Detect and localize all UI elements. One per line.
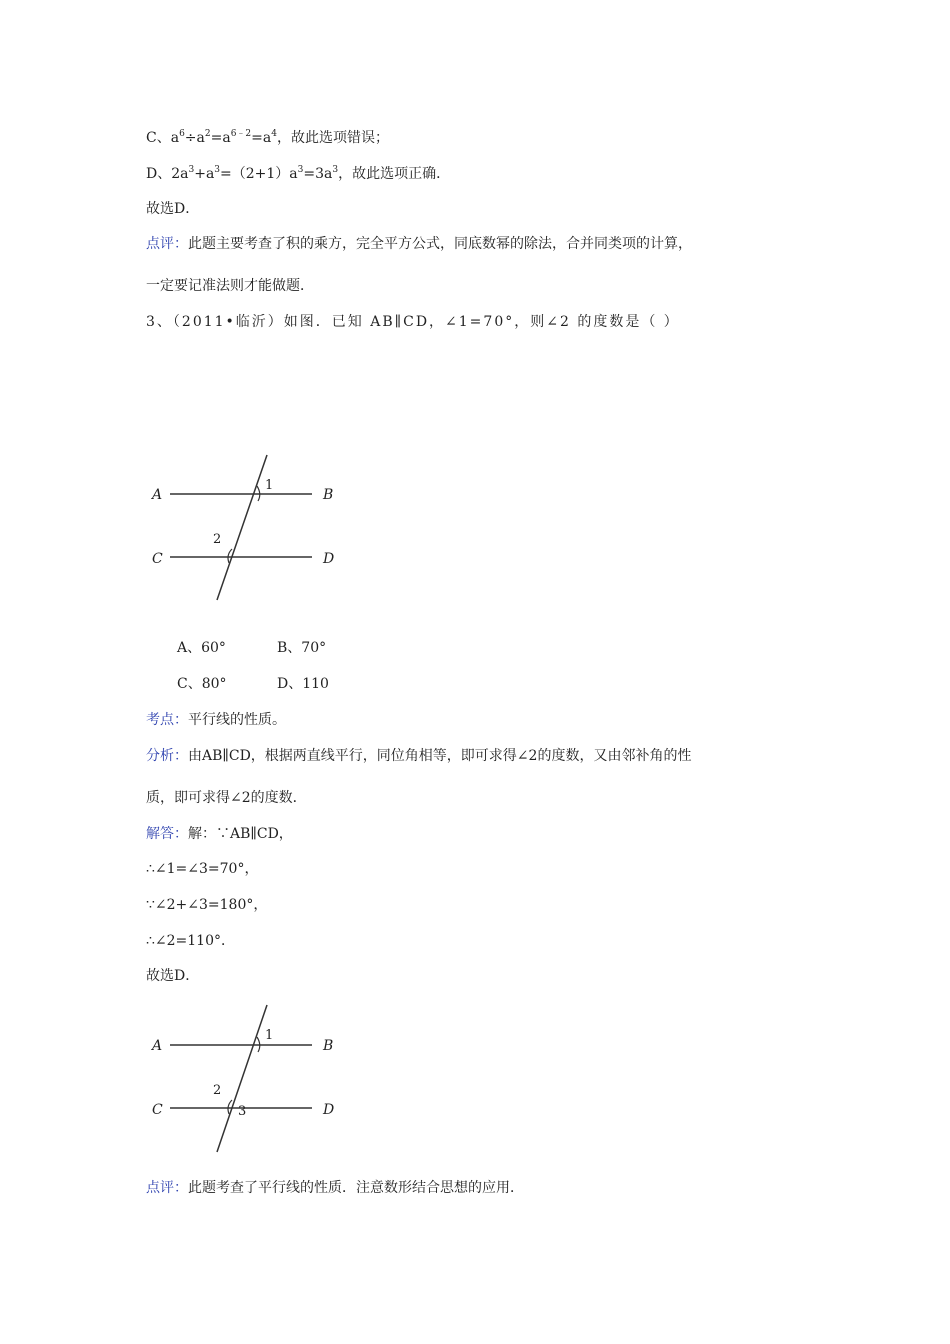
solution-review-label: 点评： xyxy=(146,1180,188,1196)
step-1: ∴∠1=∠3=70°， xyxy=(146,861,259,877)
c-exp-3: 6﹣2 xyxy=(230,129,252,139)
option-d[interactable]: D、110 xyxy=(277,676,329,692)
key-point-text: 平行线的性质。 xyxy=(188,712,286,728)
label-c-2: C xyxy=(152,1102,163,1118)
prev-review-text: 此题主要考查了积的乘方，完全平方公式，同底数幂的除法，合并同类项的计算， xyxy=(188,236,692,252)
transversal-line-2 xyxy=(217,1005,267,1152)
figure-parallel-lines xyxy=(140,445,360,605)
d-prefix: D、2a xyxy=(146,166,189,182)
transversal-line xyxy=(217,455,267,600)
option-a[interactable]: A、60° xyxy=(177,640,226,656)
d-mid-3: =3a xyxy=(303,166,333,182)
question-3: 3、（2011•临沂）如图．已知 AB∥CD，∠1=70°，则∠2 的度数是（ ） xyxy=(146,314,680,330)
d-exp-3: 3 xyxy=(297,165,304,175)
figure-parallel-lines-with-angle-3 xyxy=(140,997,360,1157)
answer xyxy=(146,824,293,844)
c-exp-4: 4 xyxy=(271,129,277,139)
analysis xyxy=(146,746,691,766)
solution-choose: 故选D． xyxy=(146,968,200,984)
label-a: A xyxy=(152,487,163,503)
prev-review-cont: 一定要记准法则才能做题． xyxy=(146,278,314,294)
label-b-2: B xyxy=(323,1038,334,1054)
d-exp-4: 3 xyxy=(332,165,339,175)
option-d-explanation xyxy=(146,164,450,184)
option-b[interactable]: B、70° xyxy=(277,640,327,656)
label-angle-1-2: 1 xyxy=(265,1028,274,1043)
label-a-2: A xyxy=(152,1038,163,1054)
d-exp-1: 3 xyxy=(188,165,195,175)
label-c: C xyxy=(152,551,163,567)
label-b: B xyxy=(323,487,334,503)
label-angle-3: 3 xyxy=(238,1104,247,1119)
label-angle-2-2: 2 xyxy=(213,1083,222,1098)
c-mid-1: ÷a xyxy=(184,130,205,146)
option-c-explanation xyxy=(146,128,389,148)
d-exp-2: 3 xyxy=(214,165,221,175)
c-mid-2: =a xyxy=(210,130,231,146)
d-end: ，故此选项正确． xyxy=(338,166,451,182)
key-point-label: 考点： xyxy=(146,712,188,728)
c-exp-2: 2 xyxy=(204,129,211,139)
prev-review xyxy=(146,234,692,254)
analysis-cont: 质，即可求得∠2的度数． xyxy=(146,790,307,806)
c-mid-3: =a xyxy=(251,130,272,146)
key-point xyxy=(146,710,286,730)
step-3: ∴∠2=110°． xyxy=(146,933,235,949)
c-prefix: C、a xyxy=(146,130,180,146)
label-angle-2: 2 xyxy=(213,532,222,547)
analysis-label: 分析： xyxy=(146,748,188,764)
solution-review xyxy=(146,1178,524,1198)
analysis-text: 由AB∥CD，根据两直线平行，同位角相等，即可求得∠2的度数，又由邻补角的性 xyxy=(188,748,692,764)
step-2: ∵∠2+∠3=180°， xyxy=(146,897,268,913)
c-exp-1: 6 xyxy=(179,129,185,139)
answer-text: 解：∵AB∥CD， xyxy=(188,826,293,842)
d-mid-1: +a xyxy=(194,166,215,182)
prev-review-label: 点评： xyxy=(146,236,188,252)
label-d-2: D xyxy=(323,1102,335,1118)
label-d: D xyxy=(323,551,335,567)
d-mid-2: =（2+1）a xyxy=(220,166,298,182)
option-c[interactable]: C、80° xyxy=(177,676,227,692)
c-end: ，故此选项错误； xyxy=(276,130,389,146)
solution-review-text: 此题考查了平行线的性质．注意数形结合思想的应用． xyxy=(188,1180,524,1196)
answer-label: 解答： xyxy=(146,826,188,842)
label-angle-1: 1 xyxy=(265,478,274,493)
prev-choose: 故选D． xyxy=(146,201,200,217)
